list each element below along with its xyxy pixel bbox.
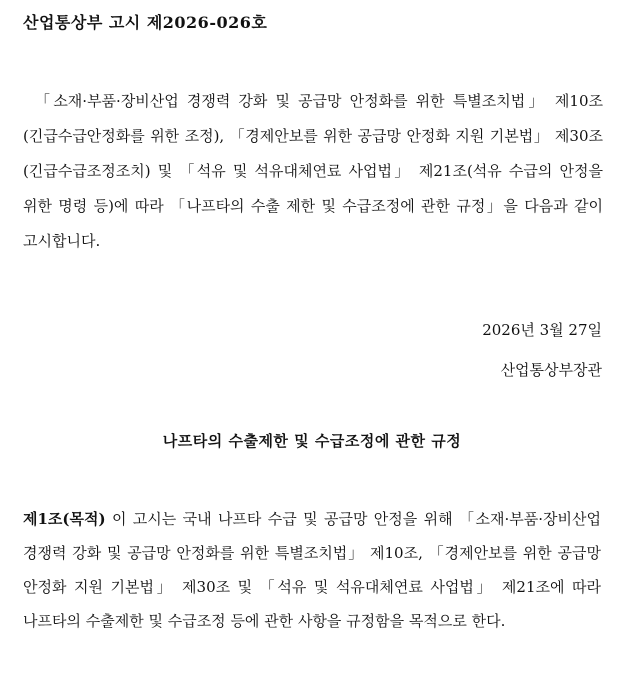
regulation-title: 나프타의 수출제한 및 수급조정에 관한 규정 xyxy=(162,432,462,450)
article-1 xyxy=(23,502,601,638)
notice-number-title: 산업통상부 고시 제2026-026호 xyxy=(23,13,268,32)
article-1-body: 이 고시는 국내 나프타 수급 및 공급망 안정을 위해 「소재·부품·장비산업 경쟁력 강화 및 공급망 안정화를 위한 특별조치법」 제10조, 「경제안보를 위한 공급망 안정화 지원 기본법」 제30조 및 「석유 및 석유대체연료 사업법」 제21조에 따라 나프타의 수출제한 및 수급조정 등에 관한 사항을 규정함을 목적으로 한다. xyxy=(23,510,601,630)
preamble-paragraph: 「소재·부품·장비산업 경쟁력 강화 및 공급망 안정화를 위한 특별조치법」 제10조(긴급수급안정화를 위한 조정), 「경제안보를 위한 공급망 안정화 지원 기본법」 제30조(긴급수급조정조치) 및 「석유 및 석유대체연료 사업법」 제21조(석유 수급의 안정을 위한 명령 등)에 따라 「나프타의 수출 제한 및 수급조정에 관한 규정」을 다음과 같이 고시합니다. xyxy=(23,92,603,250)
issue-date: 2026년 3월 27일 xyxy=(482,321,602,339)
article-1-heading: 제1조(목적) xyxy=(23,510,106,528)
issuer-name: 산업통상부장관 xyxy=(500,361,602,379)
